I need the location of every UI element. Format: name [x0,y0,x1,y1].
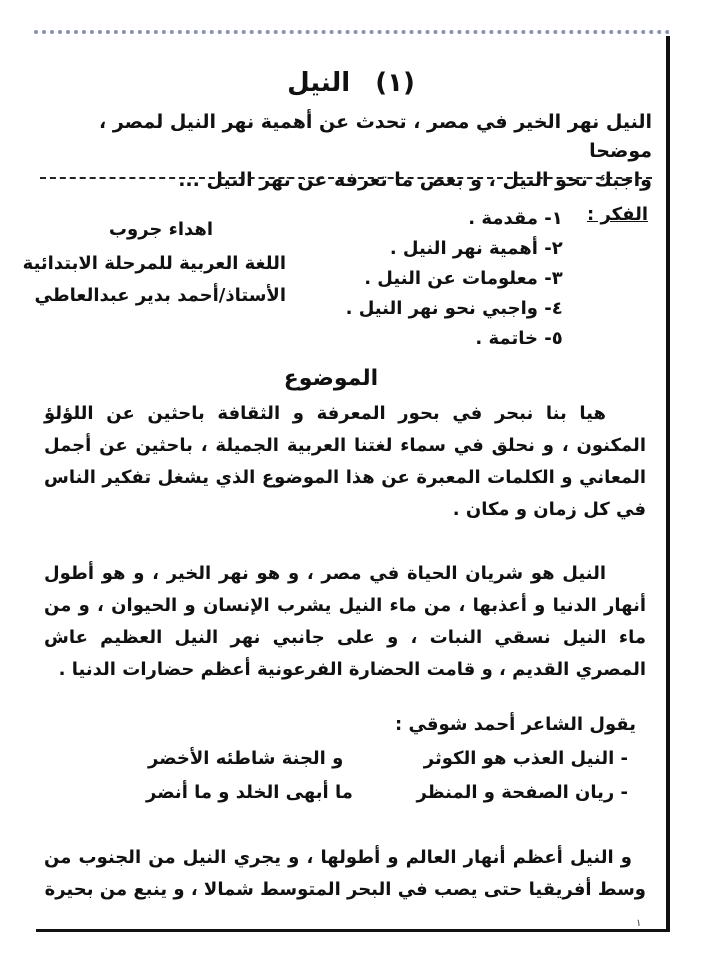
idea-item: ٥- خاتمة . [475,328,563,349]
verse-1-second-hemistich: و الجنة شاطئه الأخضر [148,748,344,769]
dedication-line-2: اللغة العربية للمرحلة الابتدائية [22,253,286,274]
dashed-divider [40,177,652,179]
body-paragraph: النيل هو شريان الحياة في مصر ، و هو نهر الخير ، و هو أطول أنهار الدنيا و أعذبها ، من ماء النيل يشرب الإنسان و الحيوان ، و من ماء النيل نسقي النبات ، و على جانبي نهر النيل العظيم عاش المصري القديم ، و قامت الحضارة الفرعونية أعظم حضارات الدنيا . [44,563,646,680]
prompt-line-1: النيل نهر الخير في مصر ، تحدث عن أهمية نهر النيل لمصر ، موضحا [98,111,652,162]
verse-2-second-hemistich: ما أبهى الخلد و ما أنضر [146,782,353,803]
intro-paragraph: هيا بنا نبحر في بحور المعرفة و الثقافة باحثين عن اللؤلؤ المكنون ، و نحلق في سماء لغتنا العربية الجميلة ، باحثين عن أجمل المعاني و الكلمات المعبرة عن هذا الموضوع الذي يشغل تفكير الناس في كل زمان و مكان . [44,403,646,520]
verse-2-first-hemistich: - ريان الصفحة و المنظر [416,782,628,803]
dedication-block [22,214,286,312]
prompt-line-2: واجبك نحو النيل ، و بعض ما تعرفه عن نهر النيل ... [178,169,652,191]
idea-item: ٢- أهمية نهر النيل . [389,238,563,259]
essay-prompt [52,108,652,195]
idea-item: ١- مقدمة . [468,208,563,229]
ideas-list [346,204,563,354]
ideas-outline [346,204,648,354]
idea-item: ٤- واجبي نحو نهر النيل . [345,298,563,319]
poet-intro: يقول الشاعر أحمد شوقي : [395,714,636,735]
top-dotted-rule [34,30,670,34]
title-number: (١) [375,68,415,98]
page-number: ١ [636,918,642,929]
dedication-line-1: اهداء جروب [108,219,214,240]
page-title [36,68,666,98]
continuation-paragraph: و النيل أعظم أنهار العالم و أطولها ، و يجري النيل من الجنوب من وسط أفريقيا حتى يصب في البحر المتوسط شمالا ، و ينبع من بحيرة [44,847,646,900]
title-text: النيل [287,68,351,98]
ideas-label: الفكر : [586,204,648,225]
topic-heading: الموضوع [283,366,379,391]
document-page [22,36,666,926]
idea-item: ٣- معلومات عن النيل . [364,268,563,289]
dedication-line-3: الأستاذ/أحمد بدير عبدالعاطي [34,285,286,306]
verse-1-first-hemistich: - النيل العذب هو الكوثر [423,748,628,769]
